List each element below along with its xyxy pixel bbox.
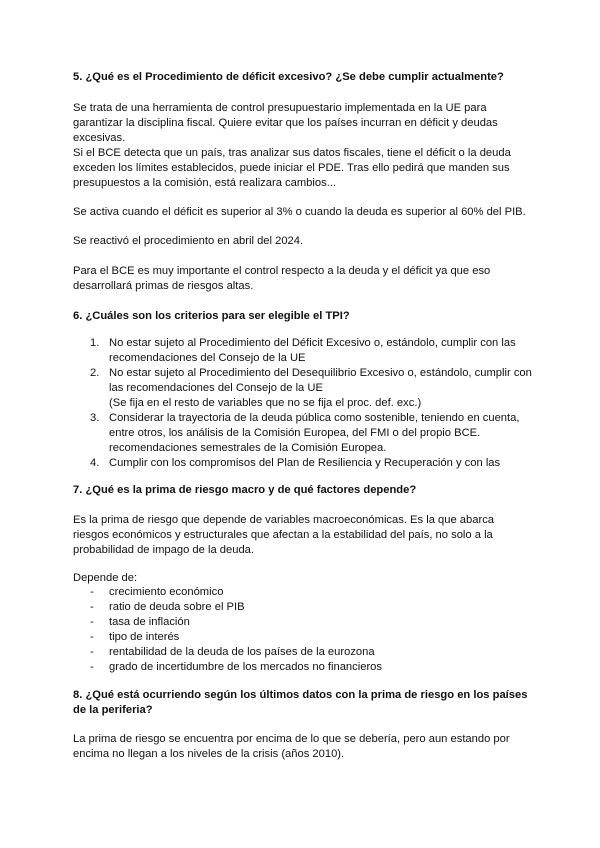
q5-paragraph-5: Para el BCE es muy importante el control respecto a la deuda y el déficit ya que eso desarrollará primas de riesgos altas. [73,265,491,292]
list-item [73,615,533,630]
q6-criteria-list [73,336,533,471]
q7-depende-label: Depende de: [73,572,138,584]
q7-factors-list [73,585,533,675]
list-item [73,366,533,411]
q7-heading: 7. ¿Qué es la prima de riesgo macro y de qué factores depende? [73,484,417,496]
item-number: 1. [90,337,100,349]
q7-paragraph-1: Es la prima de riesgo que depende de variables macroeconómicas. Es la que abarca riesgos económicos y estructurales que afectan a la estabilidad del país, no solo a la probabilidad de impago de la deuda. [73,514,495,556]
q5-paragraph-2: Si el BCE detecta que un país, tras analizar sus datos fiscales, tiene el déficit o la deuda exceden los límites establecidos, puede iniciar el PDE. Tras ello pedirá que manden sus presupuestos a la comisión, está realizara cambios... [73,147,511,189]
dash-bullet: - [90,646,94,658]
list-item [73,411,533,456]
dash-bullet: - [90,586,94,598]
q6-heading: 6. ¿Cuáles son los criterios para ser elegible el TPI? [73,310,350,322]
list-item [73,660,533,675]
list-item [73,645,533,660]
item-text: rentabilidad de la deuda de los países de la eurozona [109,646,375,658]
item-text: No estar sujeto al Procedimiento del Déficit Excesivo o, estándolo, cumplir con las recomendaciones del Consejo de la UE [109,337,516,364]
q5-paragraph-3: Se activa cuando el déficit es superior al 3% o cuando la deuda es superior al 60% del PIB. [73,206,526,218]
item-number: 3. [90,412,100,424]
q5-heading: 5. ¿Qué es el Procedimiento de déficit excesivo? ¿Se debe cumplir actualmente? [73,71,504,83]
dash-bullet: - [90,616,94,628]
item-number: 4. [90,457,100,469]
dash-bullet: - [90,601,94,613]
q8-heading: 8. ¿Qué está ocurriendo según los últimos datos con la prima de riesgo en los países de la periferia? [73,689,528,716]
q5-paragraph-1: Se trata de una herramienta de control presupuestario implementada en la UE para garantizar la disciplina fiscal. Quiere evitar que los países incurran en déficit y deudas excesivas. [73,102,498,144]
list-item [73,600,533,615]
q5-paragraph-4: Se reactivó el procedimiento en abril del 2024. [73,235,304,247]
item-text: Cumplir con los compromisos del Plan de Resiliencia y Recuperación y con las [109,457,501,469]
item-text: tasa de inflación [109,616,190,628]
list-item [73,630,533,645]
item-text: crecimiento económico [109,586,224,598]
list-item [73,585,533,600]
dash-bullet: - [90,631,94,643]
item-number: 2. [90,367,100,379]
item-text: ratio de deuda sobre el PIB [109,601,245,613]
dash-bullet: - [90,661,94,673]
item-text: grado de incertidumbre de los mercados no financieros [109,661,383,673]
list-item [73,336,533,366]
list-item [73,456,533,471]
item-text: tipo de interés [109,631,180,643]
item-note: (Se fija en el resto de variables que no se fija el proc. def. exc.) [109,397,422,409]
item-text: Considerar la trayectoria de la deuda pública como sostenible, teniendo en cuenta, entre otros, los análisis de la Comisión Europea, del FMI o del propio BCE. recomendaciones semestrales de la Comisión Europea. [109,412,520,454]
item-text: No estar sujeto al Procedimiento del Desequilibrio Excesivo o, estándolo, cumplir con las recomendaciones del Consejo de la UE [109,367,532,394]
q5-answer [73,101,533,191]
q8-paragraph-1: La prima de riesgo se encuentra por encima de lo que se debería, pero aun estando por encima no llegan a los niveles de la crisis (años 2010). [73,733,510,760]
